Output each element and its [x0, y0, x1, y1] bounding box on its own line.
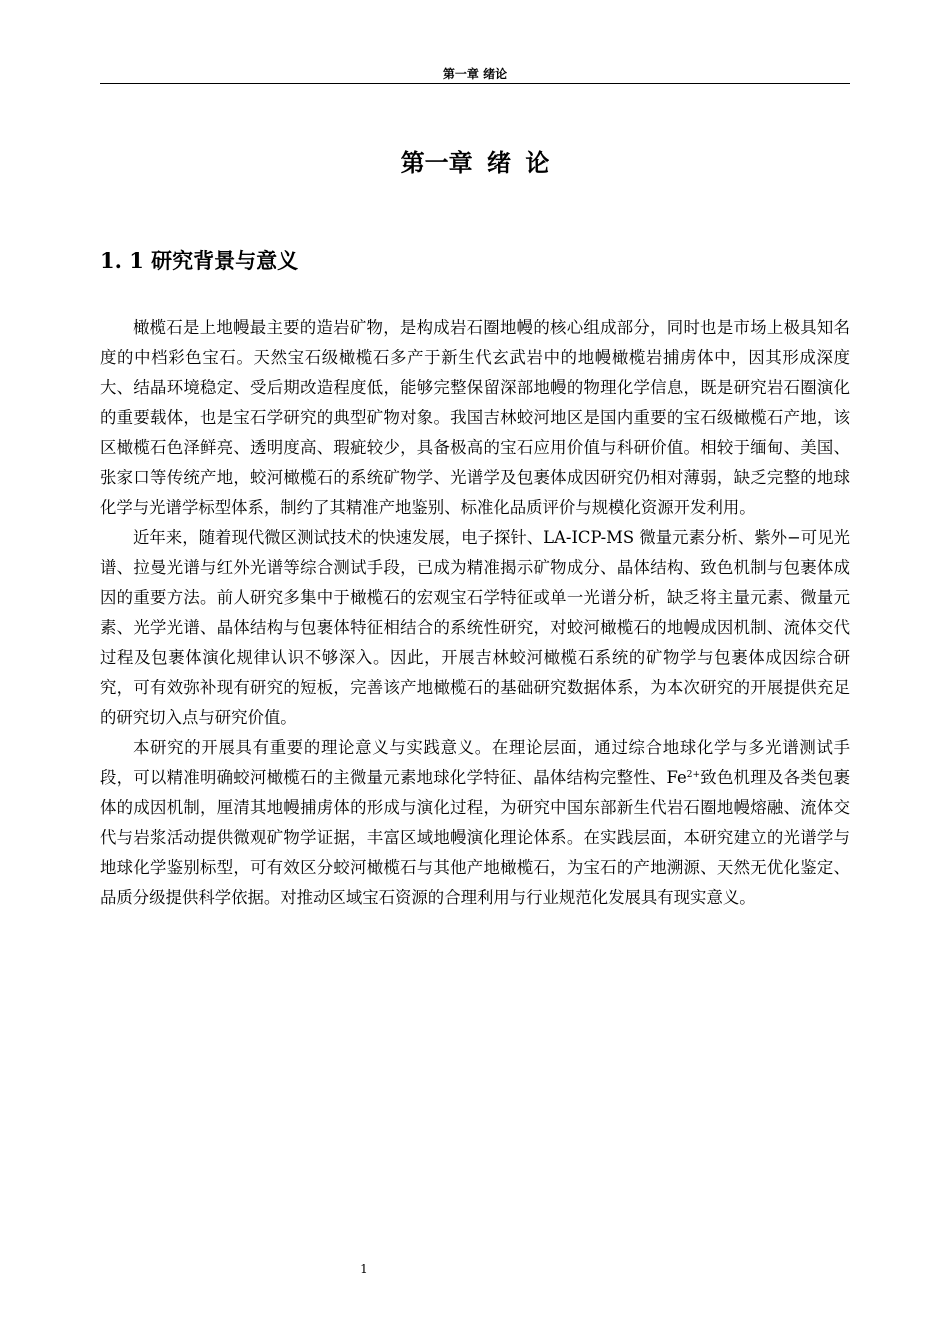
header-rule — [100, 83, 850, 84]
paragraph: 橄榄石是上地幔最主要的造岩矿物，是构成岩石圈地幔的核心组成部分，同时也是市场上极具知名度的中档彩色宝石。天然宝石级橄榄石多产于新生代玄武岩中的地幔橄榄岩捕虏体中，因其形成深度大、结晶环境稳定、受后期改造程度低，能够完整保留深部地幔的物理化学信息，既是研究岩石圈演化的重要载体，也是宝石学研究的典型矿物对象。我国吉林蛟河地区是国内重要的宝石级橄榄石产地，该区橄榄石色泽鲜亮、透明度高、瑕疵较少，具备极高的宝石应用价值与科研价值。相较于缅甸、美国、张家口等传统产地，蛟河橄榄石的系统矿物学、光谱学及包裹体成因研究仍相对薄弱，缺乏完整的地球化学与光谱学标型体系，制约了其精准产地鉴别、标准化品质评价与规模化资源开发利用。 — [100, 318, 850, 517]
paragraph — [100, 733, 850, 913]
page-number: 1 — [360, 1262, 368, 1276]
running-header: 第一章 绪论 — [442, 67, 508, 81]
body-text — [100, 313, 850, 913]
superscript-charge: 2+ — [686, 770, 701, 780]
chapter-title: 第一章 绪 论 — [400, 148, 550, 177]
section-heading: 1. 1 研究背景与意义 — [100, 248, 299, 273]
paragraph-text-before: 本研究的开展具有重要的理论意义与实践意义。在理论层面，通过综合地球化学与多光谱测试手段，可以精准明确蛟河橄榄石的主微量元素地球化学特征、晶体结构完整性、Fe — [100, 738, 850, 787]
paragraph-text-after: 致色机理及各类包裹体的成因机制，厘清其地幔捕虏体的形成与演化过程，为研究中国东部新生代岩石圈地幔熔融、流体交代与岩浆活动提供微观矿物学证据，丰富区域地幔演化理论体系。在实践层面，本研究建立的光谱学与地球化学鉴别标型，可有效区分蛟河橄榄石与其他产地橄榄石，为宝石的产地溯源、天然无优化鉴定、品质分级提供科学依据。对推动区域宝石资源的合理利用与行业规范化发展具有现实意义。 — [100, 768, 850, 907]
paragraph: 近年来，随着现代微区测试技术的快速发展，电子探针、LA-ICP-MS 微量元素分析、紫外−可见光谱、拉曼光谱与红外光谱等综合测试手段，已成为精准揭示矿物成分、晶体结构、致色机制与包裹体成因的重要方法。前人研究多集中于橄榄石的宏观宝石学特征或单一光谱分析，缺乏将主量元素、微量元素、光学光谱、晶体结构与包裹体特征相结合的系统性研究，对蛟河橄榄石的地幔成因机制、流体交代过程及包裹体演化规律认识不够深入。因此，开展吉林蛟河橄榄石系统的矿物学与包裹体成因综合研究，可有效弥补现有研究的短板，完善该产地橄榄石的基础研究数据体系，为本次研究的开展提供充足的研究切入点与研究价值。 — [100, 528, 850, 727]
